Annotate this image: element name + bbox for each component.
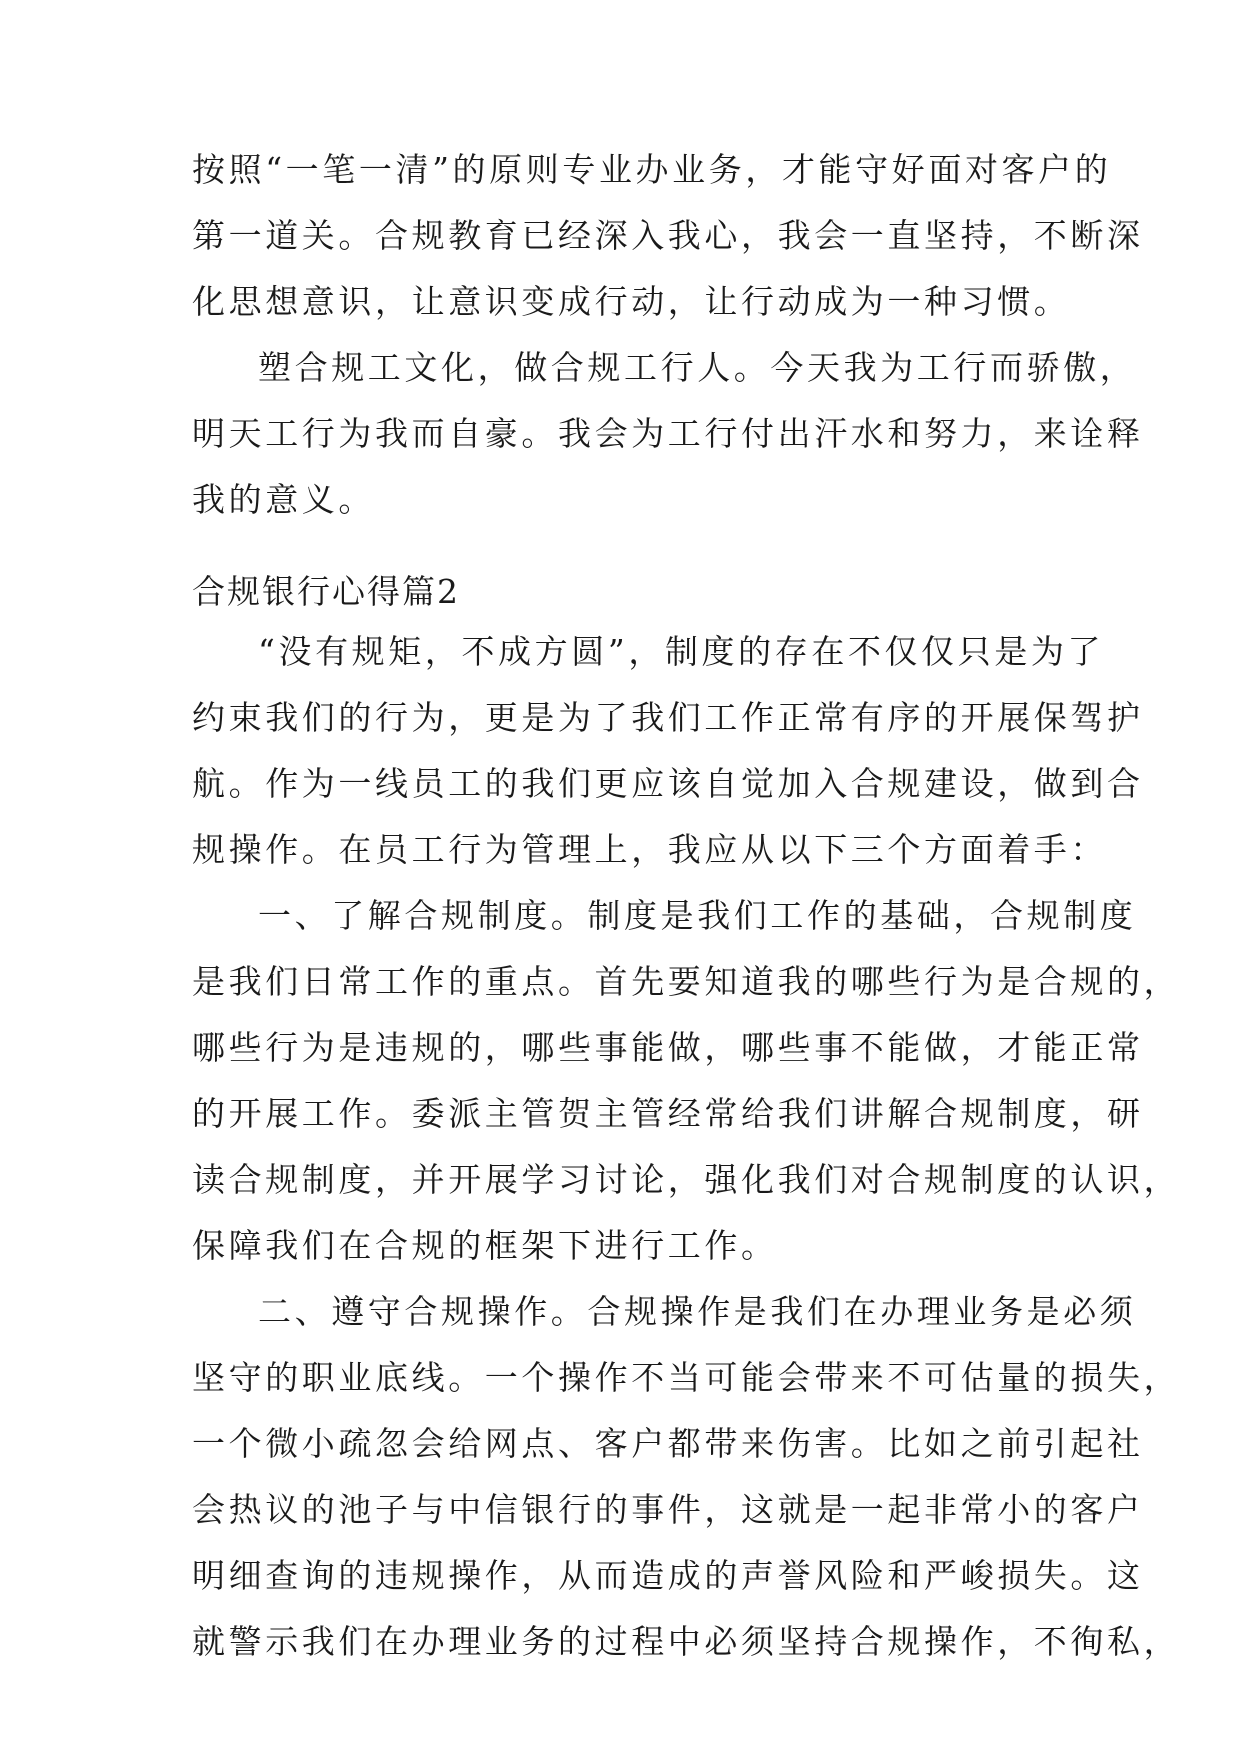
text-line: 就警示我们在办理业务的过程中必须坚持合规操作，不徇私， — [192, 1622, 1181, 1661]
text-line: 我的意义。 — [192, 480, 375, 519]
text-line: 一个微小疏忽会给网点、客户都带来伤害。比如之前引起社 — [192, 1424, 1144, 1463]
text-line: 明天工行为我而自豪。我会为工行付出汗水和努力，来诠释 — [192, 414, 1144, 453]
text-line: 明细查询的违规操作，从而造成的声誉风险和严峻损失。这 — [192, 1556, 1144, 1595]
text-line: 坚守的职业底线。一个操作不当可能会带来不可估量的损失， — [192, 1358, 1181, 1397]
text-line: 按照“一笔一清”的原则专业办业务，才能守好面对客户的 — [192, 150, 1112, 189]
text-line: 约束我们的行为，更是为了我们工作正常有序的开展保驾护 — [192, 698, 1144, 737]
text-line: 第一道关。合规教育已经深入我心，我会一直坚持，不断深 — [192, 216, 1144, 255]
text-line: 读合规制度，并开展学习讨论，强化我们对合规制度的认识， — [192, 1160, 1181, 1199]
text-line: 一、了解合规制度。制度是我们工作的基础，合规制度 — [258, 896, 1137, 935]
text-line: 哪些行为是违规的，哪些事能做，哪些事不能做，才能正常 — [192, 1028, 1144, 1067]
text-line: 二、遵守合规操作。合规操作是我们在办理业务是必须 — [258, 1292, 1137, 1331]
text-line: “没有规矩，不成方圆”，制度的存在不仅仅只是为了 — [258, 632, 1105, 671]
text-line: 航。作为一线员工的我们更应该自觉加入合规建设，做到合 — [192, 764, 1144, 803]
text-line: 塑合规工文化，做合规工行人。今天我为工行而骄傲， — [258, 348, 1137, 387]
section-heading: 合规银行心得篇2 — [192, 572, 460, 611]
text-line: 是我们日常工作的重点。首先要知道我的哪些行为是合规的， — [192, 962, 1181, 1001]
text-line: 化思想意识，让意识变成行动，让行动成为一种习惯。 — [192, 282, 1071, 321]
text-line: 会热议的池子与中信银行的事件，这就是一起非常小的客户 — [192, 1490, 1144, 1529]
text-line: 规操作。在员工行为管理上，我应从以下三个方面着手： — [192, 830, 1107, 869]
text-line: 保障我们在合规的框架下进行工作。 — [192, 1226, 778, 1265]
text-line: 的开展工作。委派主管贺主管经常给我们讲解合规制度，研 — [192, 1094, 1144, 1133]
